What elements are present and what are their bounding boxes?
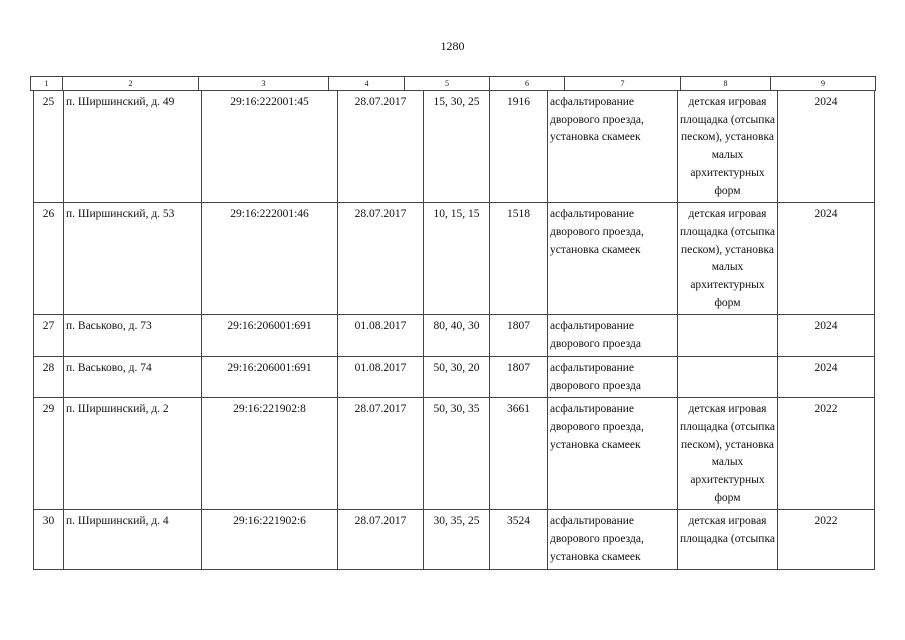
address-cell: п. Ширшинский, д. 2 — [64, 398, 202, 510]
area-cell: 3661 — [490, 398, 548, 510]
main-works-cell: асфальтирование дворового проезда, установка скамеек — [548, 91, 678, 203]
date-cell: 28.07.2017 — [338, 91, 424, 203]
date-cell: 28.07.2017 — [338, 398, 424, 510]
year-cell: 2024 — [778, 91, 875, 203]
column-number: 8 — [681, 77, 771, 90]
column-number: 5 — [405, 77, 490, 90]
dimensions-cell: 80, 40, 30 — [424, 315, 490, 356]
additional-works-cell — [678, 356, 778, 397]
dimensions-cell: 15, 30, 25 — [424, 91, 490, 203]
column-number-header — [30, 76, 876, 91]
year-cell: 2024 — [778, 356, 875, 397]
courtyards-table — [33, 91, 875, 570]
address-cell: п. Ширшинский, д. 4 — [64, 510, 202, 569]
dimensions-cell: 30, 35, 25 — [424, 510, 490, 569]
cadastral-number-cell: 29:16:221902:6 — [202, 510, 338, 569]
row-number: 29 — [34, 398, 64, 510]
table-body — [34, 91, 875, 569]
address-cell: п. Ширшинский, д. 49 — [64, 91, 202, 203]
cadastral-number-cell: 29:16:222001:45 — [202, 91, 338, 203]
area-cell: 3524 — [490, 510, 548, 569]
dimensions-cell: 10, 15, 15 — [424, 203, 490, 315]
additional-works-cell: детская игровая площадка (отсыпка песком), установка малых архитектурных форм — [678, 91, 778, 203]
additional-works-cell — [678, 315, 778, 356]
main-works-cell: асфальтирование дворового проезда — [548, 315, 678, 356]
area-cell: 1518 — [490, 203, 548, 315]
column-number: 1 — [31, 77, 63, 90]
main-works-cell: асфальтирование дворового проезда — [548, 356, 678, 397]
additional-works-cell: детская игровая площадка (отсыпка песком), установка малых архитектурных форм — [678, 203, 778, 315]
address-cell: п. Васьково, д. 74 — [64, 356, 202, 397]
column-number: 9 — [821, 79, 825, 88]
year-cell: 2024 — [778, 203, 875, 315]
row-number: 28 — [34, 356, 64, 397]
row-number: 26 — [34, 203, 64, 315]
cadastral-number-cell: 29:16:222001:46 — [202, 203, 338, 315]
row-number: 27 — [34, 315, 64, 356]
table-row — [34, 315, 875, 356]
address-cell: п. Васьково, д. 73 — [64, 315, 202, 356]
additional-works-cell: детская игровая площадка (отсыпка песком), установка малых архитектурных форм — [678, 398, 778, 510]
cadastral-number-cell: 29:16:221902:8 — [202, 398, 338, 510]
area-cell: 1916 — [490, 91, 548, 203]
address-cell: п. Ширшинский, д. 53 — [64, 203, 202, 315]
date-cell: 01.08.2017 — [338, 356, 424, 397]
year-cell: 2022 — [778, 398, 875, 510]
year-cell: 2022 — [778, 510, 875, 569]
column-number: 7 — [565, 77, 681, 90]
main-works-cell: асфальтирование дворового проезда, установка скамеек — [548, 510, 678, 569]
area-cell: 1807 — [490, 356, 548, 397]
cadastral-number-cell: 29:16:206001:691 — [202, 356, 338, 397]
table-row — [34, 510, 875, 569]
additional-works-cell: детская игровая площадка (отсыпка — [678, 510, 778, 569]
page-number: 1280 — [440, 39, 465, 53]
dimensions-cell: 50, 30, 35 — [424, 398, 490, 510]
table-row — [34, 356, 875, 397]
table-row — [34, 203, 875, 315]
date-cell: 01.08.2017 — [338, 315, 424, 356]
table-row — [34, 398, 875, 510]
date-cell: 28.07.2017 — [338, 510, 424, 569]
area-cell: 1807 — [490, 315, 548, 356]
date-cell: 28.07.2017 — [338, 203, 424, 315]
row-number: 30 — [34, 510, 64, 569]
year-cell: 2024 — [778, 315, 875, 356]
table-row — [34, 91, 875, 203]
column-number: 6 — [490, 77, 565, 90]
cadastral-number-cell: 29:16:206001:691 — [202, 315, 338, 356]
main-works-cell: асфальтирование дворового проезда, установка скамеек — [548, 203, 678, 315]
column-number: 3 — [199, 77, 329, 90]
dimensions-cell: 50, 30, 20 — [424, 356, 490, 397]
column-number: 2 — [63, 77, 199, 90]
main-works-cell: асфальтирование дворового проезда, установка скамеек — [548, 398, 678, 510]
row-number: 25 — [34, 91, 64, 203]
column-number: 4 — [329, 77, 405, 90]
